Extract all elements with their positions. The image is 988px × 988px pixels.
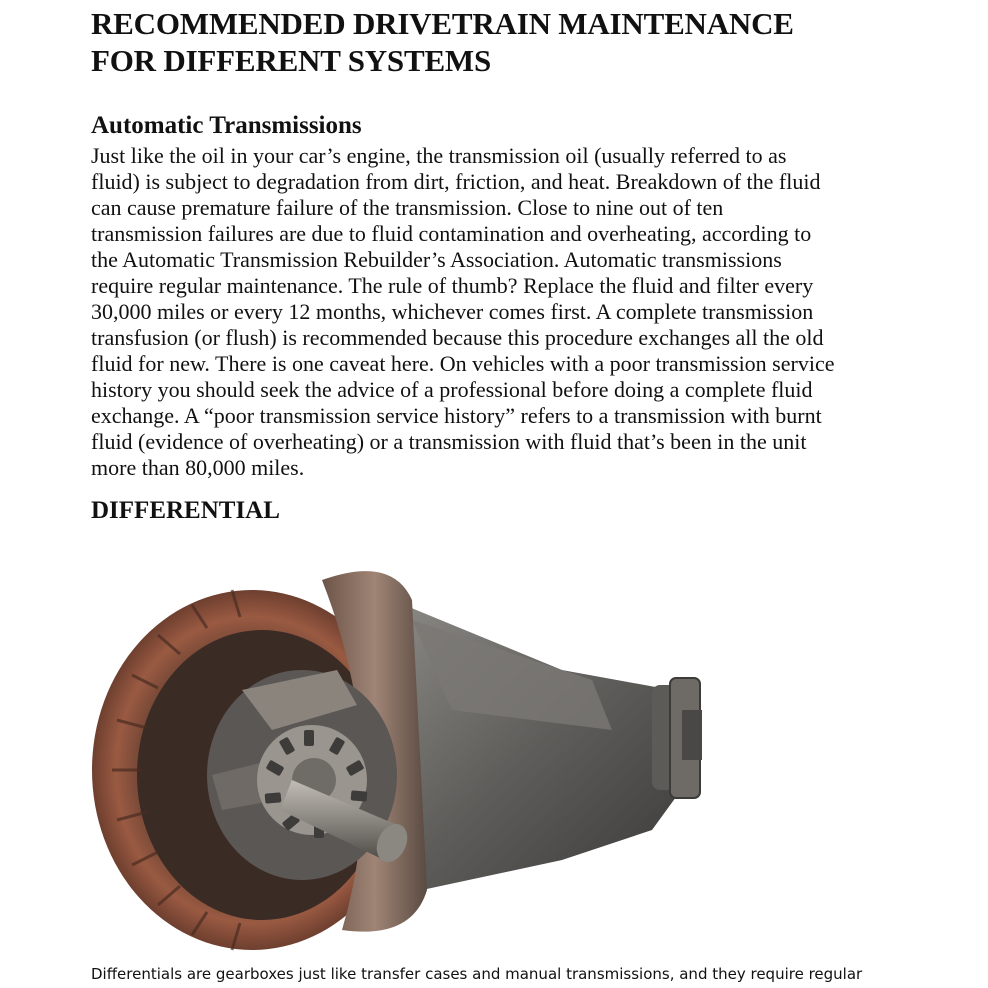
- section-heading-differential: DIFFERENTIAL: [91, 497, 280, 524]
- figure-caption: Differentials are gearboxes just like transfer cases and manual transmissions, and they require regular: [91, 965, 863, 983]
- page-title: RECOMMENDED DRIVETRAIN MAINTENANCE FOR DIFFERENT SYSTEMS: [91, 6, 794, 78]
- automatic-transmissions-paragraph: Just like the oil in your car’s engine, the transmission oil (usually referred to as fluid) is subject to degradation from dirt, friction, and heat. Breakdown of the fluid can cause premature failure of the transmission. Close to nine out of ten transmission failures are due to fluid contamination and overheating, according to the Automatic Transmission Rebuilder’s Association. Automatic transmissions require regular maintenance. The rule of thumb? Replace the fluid and filter every 30,000 miles or every 12 months, whichever comes first. A complete transmission transfusion (or flush) is recommended because this procedure exchanges all the old fluid for new. There is one caveat here. On vehicles with a poor transmission service history you should seek the advice of a professional before doing a complete fluid exchange. A “poor transmission service history” refers to a transmission with burnt fluid (evidence of overheating) or a transmission with fluid that’s been in the unit more than 80,000 miles.: [91, 143, 835, 480]
- differential-photo: [92, 560, 722, 960]
- page-content: [91, 0, 851, 526]
- section-heading-automatic-transmissions: Automatic Transmissions: [91, 112, 362, 139]
